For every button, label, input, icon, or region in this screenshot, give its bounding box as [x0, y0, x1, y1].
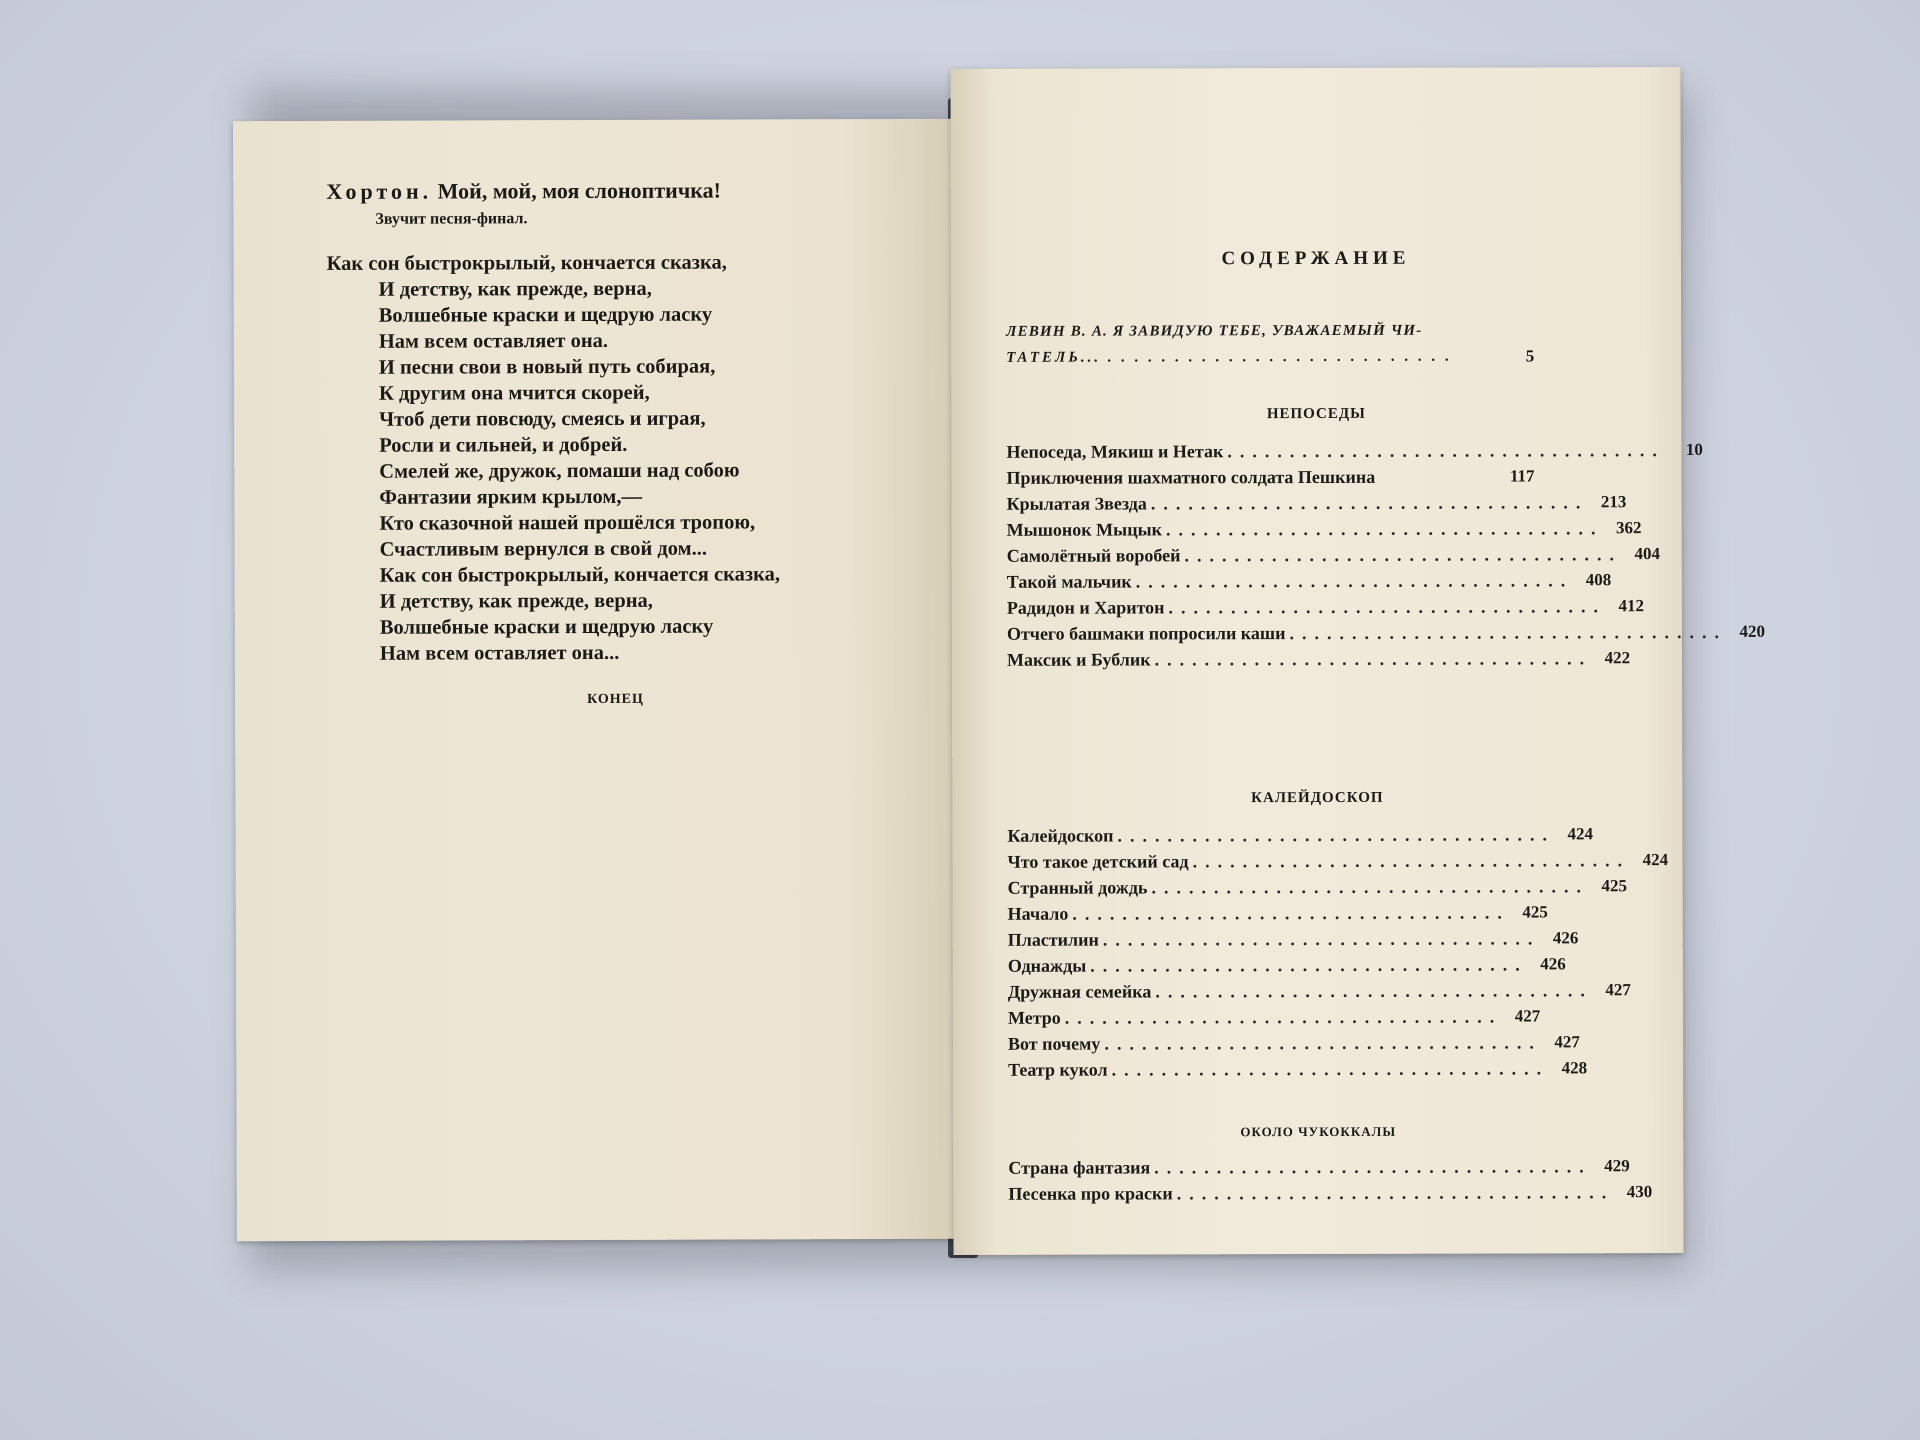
verse-line: Счастливым вернулся в свой дом...: [379, 537, 707, 561]
toc-entry: [1006, 489, 1627, 516]
toc-entry-title: Песенка про краски: [1008, 1183, 1173, 1204]
intro-page-number: 5: [1525, 346, 1535, 366]
toc-entry-page: 425: [1601, 876, 1627, 896]
toc-entry-page: 422: [1604, 648, 1631, 668]
intro-entry: [1006, 317, 1534, 370]
toc-entry-page: 430: [1626, 1182, 1653, 1202]
toc-entry-title: Начало: [1007, 903, 1069, 924]
toc-entry-page: 425: [1522, 902, 1548, 922]
toc-entry-title: Мышонок Мыцык: [1006, 519, 1163, 540]
toc-entry-page: 427: [1554, 1032, 1580, 1052]
toc-leader: ...................................: [1102, 928, 1541, 950]
verse-line: Нам всем оставляет она.: [378, 329, 609, 353]
verse-line: И детству, как прежде, верна,: [378, 277, 652, 301]
left-page: [233, 119, 957, 1242]
toc-entry-title: Такой мальчик: [1006, 571, 1132, 592]
toc-entry-page: 427: [1605, 980, 1631, 1000]
toc-entry: [1008, 1179, 1653, 1206]
verse-line: Росли и сильней, и добрей.: [379, 433, 628, 457]
toc-entry: [1006, 645, 1631, 672]
verse-line: Волшебные краски и щедрую ласку: [379, 615, 714, 639]
toc-section-kaleidoskop: [1007, 821, 1669, 1082]
verse-line: Как сон быстрокрылый, кончается сказка,: [379, 563, 780, 587]
verse-line: К другим она мчится скорей,: [378, 381, 650, 405]
toc-entry-title: Самолётный воробей: [1006, 545, 1181, 566]
verse-line: И песни свои в новый путь собирая,: [378, 355, 716, 379]
toc-leader: ...................................: [1155, 980, 1593, 1002]
final-song-verse: [327, 249, 781, 667]
toc-entry-page: 213: [1600, 492, 1627, 512]
section-heading: НЕПОСЕДЫ: [1266, 405, 1366, 423]
toc-leader: ...................................: [1184, 544, 1622, 566]
intro-title-line2-row: [1006, 343, 1534, 370]
toc-leader: [1375, 464, 1496, 490]
verse-line: Смелей же, дружок, помаши над собою: [379, 459, 740, 483]
toc-entry-page: 426: [1552, 928, 1579, 948]
toc-leader: ...................................: [1117, 824, 1556, 846]
toc-entry: [1007, 977, 1631, 1004]
toc-entry-page: 429: [1604, 1156, 1630, 1176]
speaker-name: Хортон.: [326, 178, 433, 204]
stage-direction: Звучит песня-финал.: [375, 210, 528, 228]
toc-leader: ...................................: [1151, 876, 1589, 898]
toc-entry-page: 412: [1618, 596, 1645, 616]
toc-entry-title: Что такое детский сад: [1007, 851, 1189, 872]
toc-leader: ...................................: [1154, 648, 1593, 670]
toc-entry: [1007, 873, 1627, 900]
toc-entry-title: Пластилин: [1007, 929, 1099, 950]
toc-entry-title: Крылатая Звезда: [1006, 493, 1147, 514]
toc-entry-title: Страна фантазия: [1008, 1157, 1151, 1178]
toc-entry-page: 10: [1685, 439, 1703, 460]
toc-entry-title: Странный дождь: [1007, 877, 1148, 898]
toc-leader: ...................................: [1135, 570, 1574, 592]
toc-entry-title: Приключения шахматного солдата Пешкина: [1006, 466, 1376, 488]
toc-entry: [1006, 437, 1703, 464]
toc-entry-page: 420: [1739, 621, 1765, 641]
intro-title-line1: ЛЕВИН В. А. Я ЗАВИДУЮ ТЕБЕ, УВАЖАЕМЫЙ ЧИ-: [1006, 322, 1423, 340]
toc-entry-page: 424: [1642, 850, 1669, 870]
verse-line: И детству, как прежде, верна,: [379, 589, 653, 613]
toc-entry-page: 404: [1634, 544, 1660, 564]
toc-entry: [1007, 1029, 1580, 1056]
verse-line: Фантазии ярким крылом,—: [379, 485, 643, 509]
toc-entry-page: 426: [1540, 954, 1566, 974]
toc-leader: ...................................: [1090, 954, 1528, 976]
toc-entry-page: 427: [1514, 1006, 1541, 1026]
verse-line: Нам всем оставляет она...: [379, 641, 620, 665]
speaker-line: [326, 178, 721, 205]
toc-entry-title: Театр кукол: [1008, 1059, 1108, 1080]
toc-entry-title: Метро: [1007, 1007, 1061, 1028]
verse-line: Как сон быстрокрылый, кончается сказка,: [326, 251, 727, 275]
toc-leader: ...................................: [1154, 1156, 1592, 1178]
toc-entry: [1007, 847, 1669, 874]
toc-entry: [1006, 541, 1660, 568]
toc-entry-title: Вот почему: [1007, 1033, 1101, 1054]
toc-section-okolo-chukokkaly: [1008, 1153, 1653, 1206]
toc-entry-title: Радидон и Харитон: [1006, 597, 1165, 618]
toc-entry-page: 424: [1567, 824, 1594, 844]
toc-section-neposedy: [1006, 437, 1765, 672]
toc-leader: ...................................: [1165, 518, 1604, 540]
intro-leader: ТАТЕЛЬ... . . . . . . . . . . . . . . . . . . . . . . . . . .: [1006, 348, 1453, 366]
toc-leader: ...................................: [1192, 850, 1631, 872]
toc-leader: ...................................: [1111, 1058, 1550, 1080]
toc-entry: [1006, 593, 1645, 620]
section-heading: ОКОЛО ЧУКОККАЛЫ: [1240, 1123, 1397, 1140]
toc-entry: [1006, 515, 1642, 542]
toc-entry-title: Непоседа, Мякиш и Нетак: [1006, 441, 1224, 462]
toc-entry-page: 408: [1585, 570, 1612, 590]
toc-leader: ...................................: [1104, 1032, 1542, 1054]
toc-entry-title: Однажды: [1007, 955, 1087, 976]
toc-entry: [1006, 463, 1534, 490]
toc-entry: [1006, 619, 1765, 646]
toc-leader: ...................................: [1176, 1182, 1615, 1204]
toc-leader: ...................................: [1072, 902, 1510, 924]
contents-title: СОДЕРЖАНИЕ: [1221, 247, 1411, 270]
intro-title-line2: ТАТЕЛЬ...: [1006, 349, 1102, 366]
toc-entry: [1007, 899, 1548, 926]
toc-entry-title: Дружная семейка: [1007, 981, 1152, 1002]
toc-entry: [1007, 821, 1594, 848]
verse-line: Волшебные краски и щедрую ласку: [378, 303, 713, 327]
toc-leader: ...................................: [1227, 440, 1665, 462]
toc-entry: [1007, 951, 1566, 978]
toc-entry-page: 428: [1561, 1058, 1588, 1078]
toc-entry-page: 362: [1615, 518, 1642, 538]
toc-leader: ...................................: [1289, 621, 1727, 644]
right-page: [950, 67, 1765, 1255]
toc-leader: ...................................: [1150, 492, 1589, 514]
toc-leader: ...................................: [1168, 596, 1607, 618]
toc-entry-title: Калейдоскоп: [1007, 825, 1114, 846]
toc-entry: [1007, 925, 1579, 952]
section-heading: КАЛЕЙДОСКОП: [1251, 789, 1384, 807]
speaker-text: Мой, мой, моя слоноптичка!: [437, 177, 721, 204]
toc-entry-page: 117: [1509, 466, 1535, 486]
verse-line: Кто сказочной нашей прошёлся тропою,: [379, 511, 756, 535]
toc-entry: [1008, 1153, 1630, 1180]
toc-leader: ...................................: [1064, 1006, 1503, 1028]
end-mark: КОНЕЦ: [587, 691, 644, 708]
toc-entry-title: Отчего башмаки попросили каши: [1006, 623, 1286, 644]
toc-entry: [1008, 1055, 1588, 1082]
toc-entry: [1007, 1003, 1541, 1030]
verse-line: Чтоб дети повсюду, смеясь и играя,: [379, 407, 706, 431]
toc-entry-title: Максик и Бублик: [1006, 649, 1151, 670]
toc-entry: [1006, 567, 1612, 594]
